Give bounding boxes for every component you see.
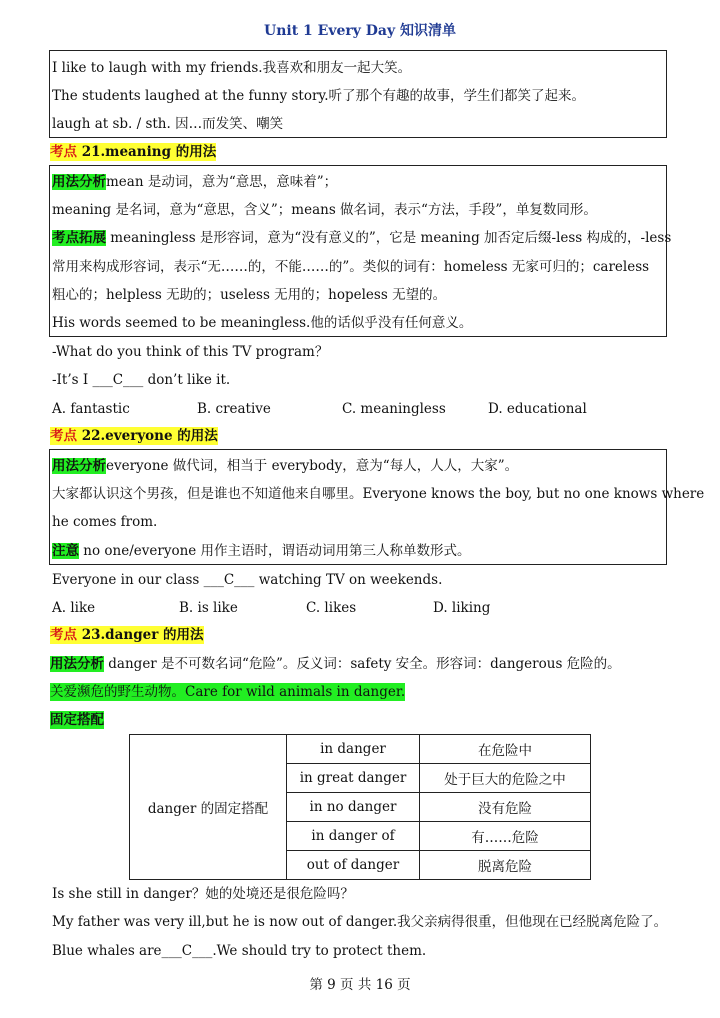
page-number: 第 9 页 共 16 页 <box>309 977 411 993</box>
page-title: Unit 1 Every Day 知识清单 <box>264 23 456 39</box>
analysis-label: 用法分析 <box>52 174 106 190</box>
tail-line-3: Blue whales are___C___.We should try to protect them. <box>52 943 427 959</box>
q21-option-b: B. creative <box>197 401 271 417</box>
point-title: 22.everyone 的用法 <box>77 428 218 444</box>
note-label: 注意 <box>52 543 79 559</box>
table-cell-zh: 处于巨大的危险之中 <box>420 764 591 793</box>
point-22-heading <box>50 427 218 445</box>
q22-option-d: D. liking <box>433 600 491 616</box>
analysis-line <box>52 173 337 191</box>
table-left-label: danger 的固定搭配 <box>130 735 287 880</box>
point-22-box <box>49 449 705 565</box>
tail-line-1: Is she still in danger？她的处境还是很危险吗？ <box>52 886 354 902</box>
meaningless-example: His words seemed to be meaningless.他的话似乎没有任何意义。 <box>52 315 473 331</box>
table-row <box>130 735 591 764</box>
analysis-label: 用法分析 <box>52 458 106 474</box>
q21-line-1: -What do you think of this TV program？ <box>52 344 329 360</box>
table-cell-en: in great danger <box>287 764 420 793</box>
point-title: 21.meaning 的用法 <box>77 144 217 160</box>
analysis-text: everyone 做代词，相当于 everybody，意为“每人，人人，大家”。 <box>106 458 519 474</box>
q21-option-c: C. meaningless <box>342 401 446 417</box>
laugh-phrase: laugh at sb. / sth. 因…而发笑、嘲笑 <box>52 116 284 132</box>
point-tag: 考点 <box>50 144 77 160</box>
table-cell-en: in danger of <box>287 822 420 851</box>
example-box-laugh <box>49 50 667 138</box>
table-cell-zh: 有……危险 <box>420 822 591 851</box>
everyone-example-2: he comes from. <box>52 514 158 530</box>
similar-words-line: 粗心的；helpless 无助的；useless 无用的；hopeless 无望的。 <box>52 287 447 303</box>
table-cell-en: in no danger <box>287 793 420 822</box>
point-21-heading <box>50 143 216 161</box>
everyone-example-1: 大家都认识这个男孩，但是谁也不知道他来自哪里。Everyone knows the boy, but no one knows where <box>52 486 705 502</box>
point-23-analysis <box>50 655 621 673</box>
extension-label: 考点拓展 <box>52 230 106 246</box>
table-cell-zh: 脱离危险 <box>420 851 591 880</box>
extension-text: meaningless 是形容词，意为“没有意义的”，它是 meaning 加否定后缀-less 构成的，-less <box>106 230 672 246</box>
table-cell-zh: 在危险中 <box>420 735 591 764</box>
q22-option-b: B. is like <box>179 600 238 616</box>
danger-collocation-table <box>129 734 591 880</box>
point-21-box <box>49 165 672 337</box>
table-cell-zh: 没有危险 <box>420 793 591 822</box>
q21-option-d: D. educational <box>488 401 587 417</box>
meaning-noun-line: meaning 是名词，意为“意思，含义”；means 做名词，表示“方法，手段”，单复数同形。 <box>52 202 597 218</box>
note-text: no one/everyone 用作主语时，谓语动词用第三人称单数形式。 <box>79 543 471 559</box>
q22-option-c: C. likes <box>306 600 357 616</box>
q21-option-a: A. fantastic <box>52 401 130 417</box>
point-tag: 考点 <box>50 627 77 643</box>
point-23-example: 关爱濒危的野生动物。Care for wild animals in danger. <box>50 684 406 700</box>
table-cell-en: in danger <box>287 735 420 764</box>
analysis-label: 用法分析 <box>50 656 104 672</box>
q21-line-2: -It’s I ___C___ don’t like it. <box>52 372 231 388</box>
point-tag: 考点 <box>50 428 77 444</box>
extension-line <box>52 229 671 247</box>
analysis-text: danger 是不可数名词“危险”。反义词：safety 安全。形容词：dangerous 危险的。 <box>104 656 621 672</box>
note-line <box>52 542 471 560</box>
analysis-line <box>52 457 518 475</box>
tail-line-2: My father was very ill,but he is now out of danger.我父亲病得很重，但他现在已经脱离危险了。 <box>52 914 668 930</box>
point-23-heading <box>50 626 204 644</box>
q22-line-1: Everyone in our class ___C___ watching TV on weekends. <box>52 572 443 588</box>
laugh-example-2: The students laughed at the funny story.听了那个有趣的故事，学生们都笑了起来。 <box>52 88 586 104</box>
table-cell-en: out of danger <box>287 851 420 880</box>
q22-option-a: A. like <box>52 600 96 616</box>
suffix-line: 常用来构成形容词，表示“无……的，不能……的”。类似的词有：homeless 无家可归的；careless <box>52 259 650 275</box>
analysis-text: mean 是动词，意为“意思，意味着”； <box>106 174 338 190</box>
fixed-collocation-label: 固定搭配 <box>50 712 104 728</box>
laugh-example-1: I like to laugh with my friends.我喜欢和朋友一起大笑。 <box>52 60 412 76</box>
point-title: 23.danger 的用法 <box>77 627 204 643</box>
